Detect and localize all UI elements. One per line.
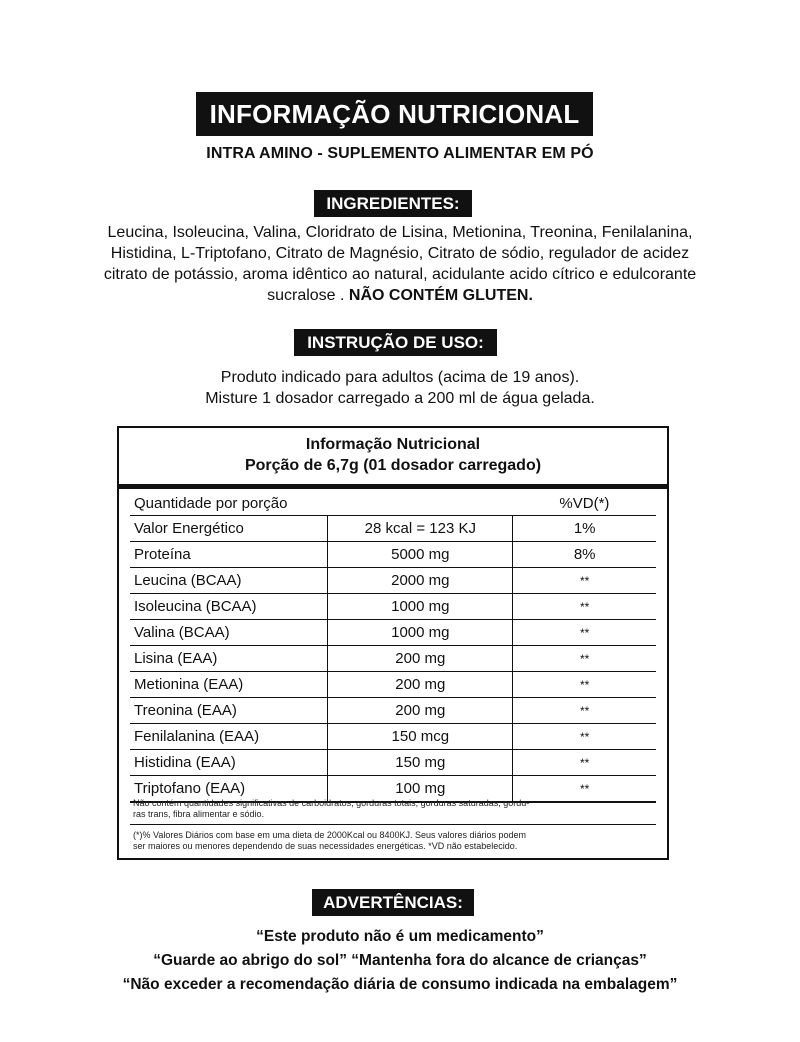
nutrient-name: Metionina (EAA)	[130, 672, 328, 698]
nutrient-vd-cell	[513, 646, 656, 672]
ingredients-line-text: sucralose .	[267, 287, 349, 304]
footnote-line: ras trans, fibra alimentar e sódio.	[133, 809, 265, 819]
table-row	[130, 568, 656, 594]
page-title: INFORMAÇÃO NUTRICIONAL	[196, 92, 593, 136]
nutrient-amount: 1000 mg	[328, 594, 513, 620]
nutrient-vd-cell	[513, 620, 656, 646]
nutrient-name: Lisina (EAA)	[130, 646, 328, 672]
nutrient-vd-cell	[513, 594, 656, 620]
nutrition-grid	[130, 491, 656, 803]
ingredients-line: Histidina, L-Triptofano, Citrato de Magnésio, Citrato de sódio, regulador de acidez	[110, 245, 690, 262]
usage-text	[40, 367, 760, 409]
nutrient-vd-cell	[513, 698, 656, 724]
table-footnote-vd	[133, 830, 653, 852]
table-row	[130, 594, 656, 620]
nutrient-amount: 150 mg	[328, 750, 513, 776]
header-divider	[119, 484, 667, 489]
warning-line: “Não exceder a recomendação diária de consumo indicada na embalagem”	[122, 976, 678, 993]
nutrient-name: Valina (BCAA)	[130, 620, 328, 646]
nutrient-vd: **	[580, 781, 590, 796]
nutrient-vd: 1%	[513, 516, 656, 542]
nutrient-amount: 200 mg	[328, 672, 513, 698]
ingredients-line: Leucina, Isoleucina, Valina, Cloridrato de Lisina, Metionina, Treonina, Fenilalanina,	[107, 224, 693, 241]
ingredients-line: citrato de potássio, aroma idêntico ao natural, acidulante acido cítrico e edulcorante	[103, 266, 697, 283]
nutrient-name: Treonina (EAA)	[130, 698, 328, 724]
nutrient-vd: 8%	[513, 542, 656, 568]
col-quantity-header: Quantidade por porção	[130, 491, 513, 516]
nutrient-amount: 28 kcal = 123 KJ	[328, 516, 513, 542]
nutrient-amount: 1000 mg	[328, 620, 513, 646]
ingredients-heading: INGREDIENTES:	[314, 190, 472, 217]
table-row	[130, 542, 656, 568]
nutrient-vd-cell	[513, 750, 656, 776]
footnote-line: (*)% Valores Diários com base em uma dieta de 2000Kcal ou 8400KJ. Seus valores diários podem	[133, 830, 527, 840]
col-vd-header: %VD(*)	[513, 491, 656, 516]
nutrient-amount: 200 mg	[328, 646, 513, 672]
nutrient-vd: **	[580, 651, 590, 666]
footnote-line: Não contém quantidades significativas de carboidratos, gorduras totais, gorduras saturadas, gordu-	[133, 798, 530, 808]
table-row	[130, 724, 656, 750]
table-row	[130, 698, 656, 724]
nutrient-amount: 100 mg	[328, 776, 513, 803]
nutrient-vd: **	[580, 729, 590, 744]
warning-line: “Este produto não é um medicamento”	[256, 928, 544, 945]
table-row	[130, 646, 656, 672]
nutrient-vd: **	[580, 573, 590, 588]
nutrient-vd: **	[580, 625, 590, 640]
nutrient-vd: **	[580, 677, 590, 692]
footnote-line: ser maiores ou menores dependendo de suas necessidades energéticas. *VD não estabelecido.	[133, 841, 518, 851]
nutrient-name: Valor Energético	[130, 516, 328, 542]
nutrient-amount: 200 mg	[328, 698, 513, 724]
usage-line: Misture 1 dosador carregado a 200 ml de água gelada.	[205, 390, 595, 407]
nutrient-name: Fenilalanina (EAA)	[130, 724, 328, 750]
nutrient-amount: 2000 mg	[328, 568, 513, 594]
nutrient-vd-cell	[513, 724, 656, 750]
table-header-row	[130, 491, 656, 516]
nutrient-name: Isoleucina (BCAA)	[130, 594, 328, 620]
footnote-divider	[130, 824, 656, 825]
nutrient-name: Histidina (EAA)	[130, 750, 328, 776]
nutrient-vd: **	[580, 599, 590, 614]
warning-line: “Guarde ao abrigo do sol” “Mantenha fora do alcance de crianças”	[153, 952, 647, 969]
nutrition-table-title: Informação Nutricional	[305, 436, 481, 453]
table-row	[130, 620, 656, 646]
table-footnote-nutrients	[133, 798, 653, 820]
nutrient-vd-cell	[513, 568, 656, 594]
usage-line: Produto indicado para adultos (acima de 19 anos).	[220, 369, 580, 386]
gluten-notice: NÃO CONTÉM GLUTEN.	[348, 287, 533, 304]
nutrition-table-portion: Porção de 6,7g (01 dosador carregado)	[244, 457, 542, 474]
nutrient-name: Triptofano (EAA)	[130, 776, 328, 803]
nutrient-vd: **	[580, 703, 590, 718]
table-row	[130, 672, 656, 698]
usage-heading: INSTRUÇÃO DE USO:	[294, 329, 497, 356]
nutrient-vd: **	[580, 755, 590, 770]
nutrient-amount: 5000 mg	[328, 542, 513, 568]
nutrient-name: Leucina (BCAA)	[130, 568, 328, 594]
table-row	[130, 516, 656, 542]
nutrient-amount: 150 mcg	[328, 724, 513, 750]
warnings-heading: ADVERTÊNCIAS:	[312, 889, 474, 916]
product-subtitle: INTRA AMINO - SUPLEMENTO ALIMENTAR EM PÓ	[206, 145, 594, 162]
nutrient-vd-cell	[513, 672, 656, 698]
ingredients-line	[40, 285, 760, 306]
ingredients-text	[40, 222, 760, 306]
table-row	[130, 750, 656, 776]
nutrient-name: Proteína	[130, 542, 328, 568]
nutrition-table-header	[119, 428, 667, 484]
nutrition-table	[117, 426, 669, 860]
